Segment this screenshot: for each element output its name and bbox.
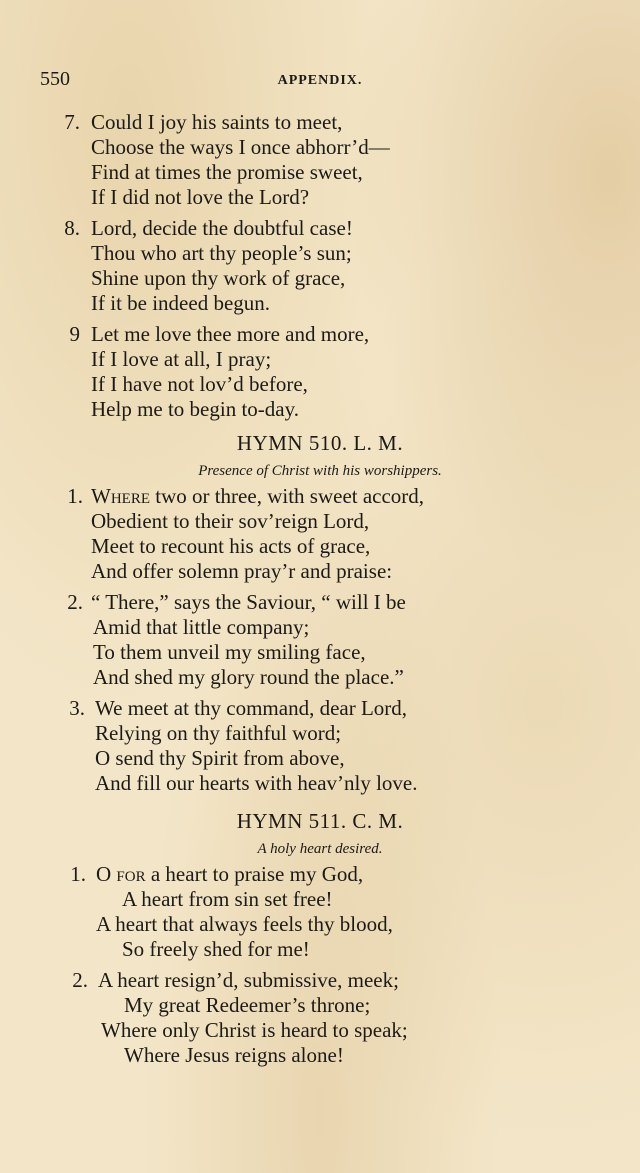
verse-line xyxy=(0,397,640,422)
stanza-number: 8. xyxy=(64,216,80,240)
verse-line xyxy=(0,912,640,937)
running-head xyxy=(40,68,600,94)
verse-line xyxy=(0,266,640,291)
verse-text: Amid that little company; xyxy=(93,615,310,639)
verse-text: A heart resign’d, submissive, meek; xyxy=(98,968,399,992)
verse-rest: two or three, with sweet accord, xyxy=(149,484,425,508)
verse-text: To them unveil my smiling face, xyxy=(93,640,366,664)
verse-text: And fill our hearts with heav’nly love. xyxy=(95,771,418,795)
stanza-number: 7. xyxy=(64,110,80,134)
verse-line xyxy=(0,185,640,210)
verse-line xyxy=(0,746,640,771)
stanza-number: 1. xyxy=(70,862,86,886)
verse-text: If I have not lov’d before, xyxy=(91,372,308,396)
verse-text: My great Redeemer’s throne; xyxy=(124,993,371,1017)
hymn-title: HYMN 510. L. M. xyxy=(236,431,404,455)
verse-text: Choose the ways I once abhorr’d— xyxy=(91,135,390,159)
verse-opening-word: Where xyxy=(91,484,150,508)
hymn-subtitle: Presence of Christ with his worshippers. xyxy=(198,463,442,479)
verse-text xyxy=(96,862,363,887)
verse-text: Help me to begin to-day. xyxy=(91,397,300,421)
verse-line xyxy=(0,372,640,397)
stanza-number: 9 xyxy=(69,322,80,346)
page-number: 550 xyxy=(40,68,70,90)
verse-text: So freely shed for me! xyxy=(122,937,310,961)
verse-line xyxy=(0,968,640,993)
page-content xyxy=(0,110,640,1068)
verse-line xyxy=(0,696,640,721)
verse-line xyxy=(0,509,640,534)
verse-text: And shed my glory round the place.” xyxy=(93,665,404,689)
stanza-number: 2. xyxy=(67,590,83,614)
verse-line xyxy=(0,590,640,615)
verse-text: We meet at thy command, dear Lord, xyxy=(95,696,408,720)
verse-line xyxy=(0,160,640,185)
verse-line xyxy=(0,216,640,241)
verse-text: And offer solemn pray’r and praise: xyxy=(91,559,393,583)
verse-text: Meet to recount his acts of grace, xyxy=(91,534,371,558)
verse-text: Find at times the promise sweet, xyxy=(91,160,363,184)
verse-text: Where Jesus reigns alone! xyxy=(124,1043,344,1067)
verse-text: If it be indeed begun. xyxy=(91,291,271,315)
verse-line xyxy=(0,484,640,509)
verse-line xyxy=(0,534,640,559)
hymn-subtitle: A holy heart desired. xyxy=(257,841,383,857)
verse-text: A heart from sin set free! xyxy=(122,887,333,911)
verse-line xyxy=(0,1018,640,1043)
stanza-number: 1. xyxy=(67,484,83,508)
verse-line xyxy=(0,135,640,160)
verse-line xyxy=(0,665,640,690)
verse-text: Let me love thee more and more, xyxy=(91,322,370,346)
verse-line xyxy=(0,291,640,316)
verse-line xyxy=(0,241,640,266)
verse-text: A heart that always feels thy blood, xyxy=(96,912,393,936)
hymn-title: HYMN 511. C. M. xyxy=(236,809,404,833)
verse-line xyxy=(0,322,640,347)
verse-text: Lord, decide the doubtful case! xyxy=(91,216,353,240)
verse-text: Relying on thy faithful word; xyxy=(95,721,342,745)
verse-line xyxy=(0,615,640,640)
verse-line xyxy=(0,862,640,887)
verse-line xyxy=(0,993,640,1018)
verse-text: “ There,” says the Saviour, “ will I be xyxy=(91,590,406,614)
verse-text: Shine upon thy work of grace, xyxy=(91,266,346,290)
verse-text: If I love at all, I pray; xyxy=(91,347,272,371)
verse-line xyxy=(0,1043,640,1068)
verse-text: Obedient to their sov’reign Lord, xyxy=(91,509,370,533)
verse-line xyxy=(0,559,640,584)
verse-text: O send thy Spirit from above, xyxy=(95,746,345,770)
verse-line xyxy=(0,887,640,912)
verse-rest: a heart to praise my God, xyxy=(145,862,364,886)
verse-text: Thou who art thy people’s sun; xyxy=(91,241,352,265)
verse-line xyxy=(0,771,640,796)
verse-opening-word: O for xyxy=(96,862,146,886)
verse-text: Where only Christ is heard to speak; xyxy=(101,1018,408,1042)
verse-line xyxy=(0,937,640,962)
verse-line xyxy=(0,110,640,135)
stanza-number: 2. xyxy=(72,968,88,992)
verse-text: If I did not love the Lord? xyxy=(91,185,310,209)
verse-line xyxy=(0,640,640,665)
verse-text xyxy=(91,484,424,509)
verse-line xyxy=(0,721,640,746)
page-header-title: APPENDIX. xyxy=(277,73,363,88)
verse-text: Could I joy his saints to meet, xyxy=(91,110,343,134)
stanza-number: 3. xyxy=(69,696,85,720)
verse-line xyxy=(0,347,640,372)
